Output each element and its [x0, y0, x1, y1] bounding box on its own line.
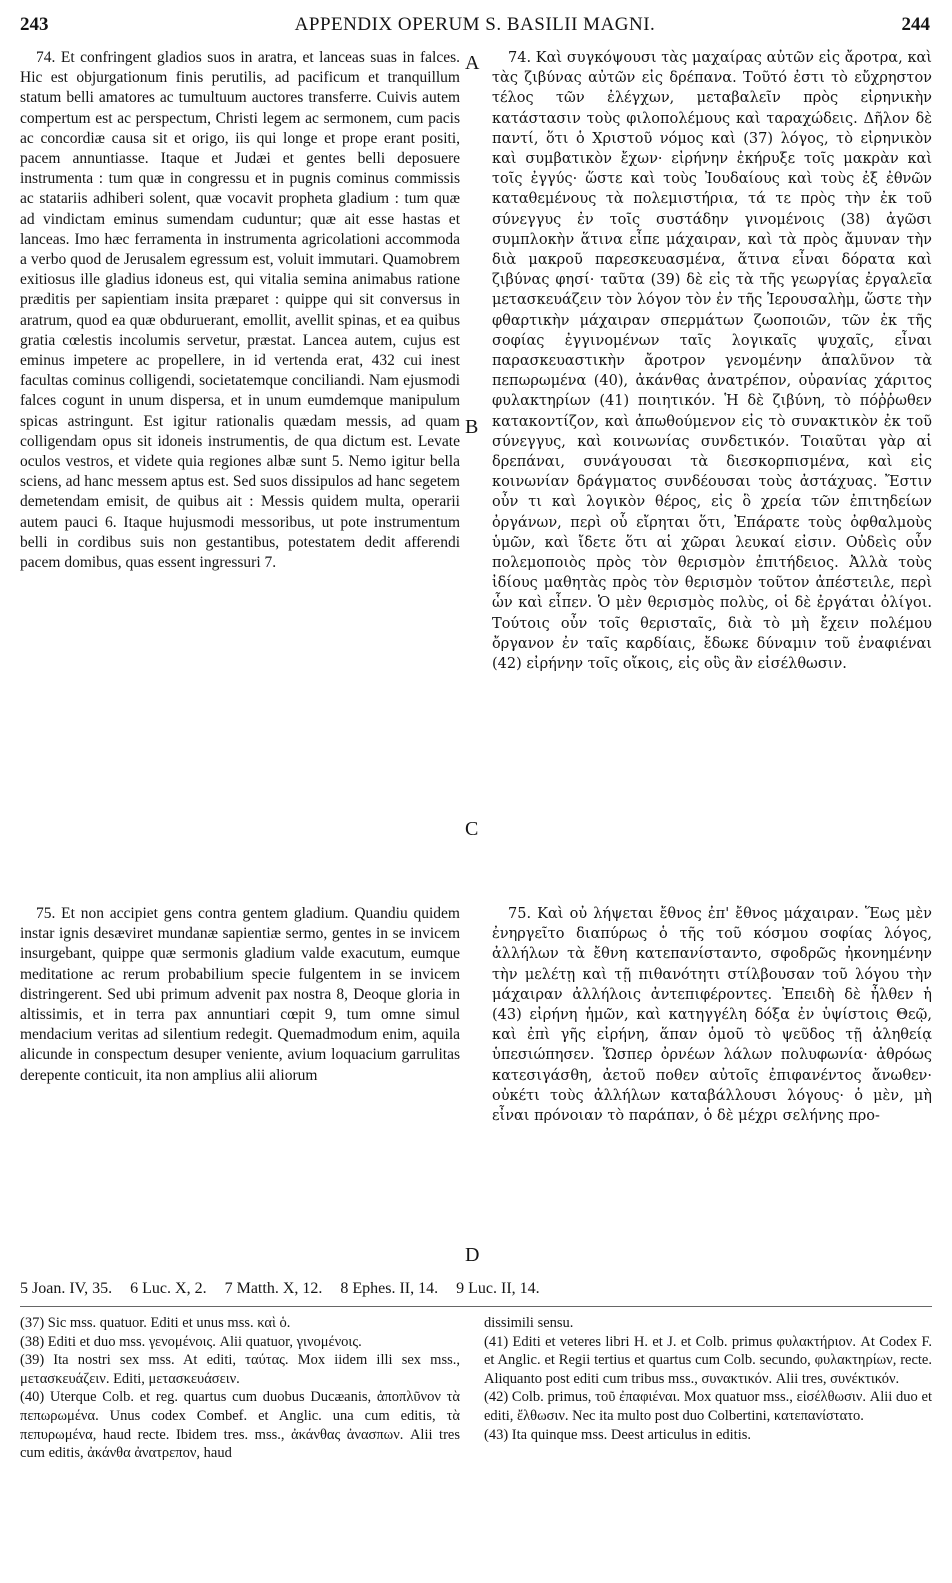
latin-column-section-74 [20, 48, 460, 573]
critical-notes-right [484, 1314, 932, 1444]
note-40: (40) Uterque Colb. et reg. quartus cum duobus Ducæanis, ἀποπλῦνον τὰ πεπωρωμένα. Unus codex Combef. et Anglic. una cum editis, τὰ πεπυρωμένα, haud recte. Ibidem tres. mss., ἀκάνθας ἀνασπων. Alii tres cum editis, ἀκάνθα ἀνατρεπον, haud [20, 1389, 460, 1462]
latin-paragraph-74: 74. Et confringent gladios suos in aratra, et lanceas suas in falces. Hic est objurgationum finis perutilis, ad pacificum et tranquillum statum belli amatores ac tumultuum auctores transferre. Cuivis autem compertum est ac perspectum, Christi legem ac sermonem, cum pacis ac concordiæ causa sit et origo, iis qui longe et prope erant positi, pacem annuntiasse. Itaque et Judæi et gentes belli deposuere instrumenta : tum quæ in congressu et in pugnis cominus commissis ac statariis adhiberi solent, quæ vocavit propheta gladium : tum quæ ad vindictam eminus sumendam cuduntur; quæ ait esse hastas et lanceas. Imo hæc ferramenta in instrumenta agricolationi accommoda a verbo quod de Jerusalem egressum est, voluit immutari. Quamobrem exitiosus ille gladius idoneus est, qui vitalia semina animabus ratione præditis per sapientiam insita præparet : quippe qui sit conversus in aratrum, quod ea quæ obduruerant, emollit, avellit spinas, et ea quibus gratia cœlestis incolumis servetur, præstat. Lancea autem, cujus est eminus impetere ac propellere, in id vertenda erat, 432 cui inest facultas cominus colligendi, societatemque conciliandi. Nam ejusmodi falces cogunt in unum dispersa, et in unum eumdemque manipulum spicas astringunt. Est igitur rationalis quædam messis, ad quam colligendam opus sit idoneis instrumentis, de qua dictum est. Levate oculos vestros, et videte quia regiones albæ sunt 5. Nemo igitur bella sciens, ad hanc messem aptus est. Sed suos dissipulos ad hanc segetem demetendam emisit, de quibus ait : Messis quidem multa, operarii autem pauci 6. Itaque hujusmodi messoribus, ut pote instrumentum belli in cordibus suis non gestantibus, potestatem dedit afferendi pacem domibus, quas essent ingressuri 7. [20, 49, 460, 572]
greek-column-section-75 [492, 904, 932, 1126]
greek-paragraph-74: 74. Καὶ συγκόψουσι τὰς μαχαίρας αὐτῶν εἰς ἄροτρα, καὶ τὰς ζιβύνας αὐτῶν εἰς δρέπανα. Τοῦτό ἐστι τὸ εὔχρηστον τέλος τῶν ἐλέγχων, μεταβαλεῖν πρὸς εἰρηνικὴν κατάστασιν τοὺς φιλοπολέμους καὶ ταραχώδεις. Δῆλον δὲ παντί, ὅτι ὁ Χριστοῦ νόμος καὶ (37) λόγος, τὸ εἰρηνικὸν καὶ συμβατικὸν ἔχων· εἰρήνην ἐκήρυξε τοῖς μακρὰν καὶ τοῖς ἐγγύς· ὥστε καὶ τοὺς Ἰουδαίους καὶ τοὺς ἐξ ἐθνῶν καταθεμένους τὰ πολεμιστήρια, τά τε πρὸς τὴν ἐκ τοῦ σύνεγγυς ἐν τοῖς συστάδην γινομένοις (38) ἀγῶσι συμπλοκὴν ἅτινα εἶπε μάχαιραν, καὶ τὰ πρὸς ἄμυναν τὴν διὰ μακροῦ παρεσκευασμένα, ἅτινα εἶναι δόρατα καὶ ζιβύνας φησί· ταῦτα (39) δὲ εἰς τὰ τῆς γεωργίας ἐργαλεῖα μετασκευάζειν τὸν λόγον τὸν ἐν τῆς Ἱερουσαλὴμ, ὥστε τὴν φθαρτικὴν μάχαιραν σπερμάτων ζωοποιῶν, τῶν ἐκ τῆς σοφίας ἐγγινομένων ταῖς λογικαῖς ψυχαῖς, εἶναι παρασκευαστικὴν ἄροτρον γενομένην ἁπαλῦνον τὰ πεπωρωμένα (40), ἀκάνθας ἀνατρέπον, οὐρανίας χάριτος φυλακτηρίων (41) ποιητικόν. Ἡ δὲ ζιβύνη, τὸ πόῤῥωθεν κατακοντίζον, καὶ ἀπωθούμενον εἰς τὸ συνακτικὸν ἐκ τοῦ σύνεγγυς, καὶ κοινωνίας συνδετικόν. Τοιαῦται γὰρ αἱ δρεπάναι, συνάγουσαι τὰ διεσκορπισμένα, καὶ εἰς κοινωνίαν δράγματος συνδέουσαι τοὺς ἀστάχυας. Ἔστιν οὖν τι καὶ λογικὸν θέρος, εἰς ὃ χρεία τῶν ἐπιτηδείων ὀργάνων, περὶ οὗ εἴρηται ὅτι, Ἐπάρατε τοὺς ὀφθαλμοὺς ὑμῶν, καὶ ἴδετε ὅτι αἱ χῶραι λευκαί εἰσιν. Οὐδεὶς οὖν πολεμοποιὸς πρὸς τὸν θερισμὸν ἐπιτήδειος. Ἀλλὰ τοὺς ἰδίους μαθητὰς πρὸς τὸν θερισμὸν τοῦτον ἀπέστειλε, περὶ ὧν καὶ εἶπεν. Ὁ μὲν θερισμὸς πολὺς, οἱ δὲ ἐργάται ὀλίγοι. Τούτοις οὖν τοῖς θερισταῖς, διὰ τὸ μὴ ἔχειν πολέμου ὄργανον ἐν ταῖς καρδίαις, ἔδωκε δύναμιν τοῦ ἐναφιέναι (42) εἰρήνην τοῖς οἴκοις, εἰς οὓς ἂν εἰσέλθωσιν. [492, 50, 932, 673]
latin-column-section-75 [20, 904, 460, 1086]
margin-marker-c: C [465, 818, 479, 840]
footnote-8: 8 Ephes. II, 14. [340, 1280, 439, 1297]
page-number-left: 243 [20, 14, 49, 35]
note-39: (39) Ita nostri sex mss. At editi, ταύτας. Mox iidem illi sex mss., μετασκευάζειν. Editi, μετασκευάσειν. [20, 1352, 460, 1387]
note-37: (37) Sic mss. quatuor. Editi et unus mss. καὶ ὁ. [20, 1315, 291, 1331]
scripture-footnotes [20, 1280, 932, 1298]
page-number-right: 244 [901, 14, 930, 35]
footnote-6: 6 Luc. X, 2. [130, 1280, 207, 1297]
footnote-9: 9 Luc. II, 14. [456, 1280, 540, 1297]
margin-marker-d: D [465, 1244, 480, 1266]
note-41: (41) Editi et veteres libri H. et J. et Colb. primus φυλακτήριον. At Codex F. et Anglic. et Regii tertius et quartus cum Colb. secundo, φυλακτηρίων, recte. Aliquanto post editi cum tribus mss., συνακτικόν. Alii tres, συνέκτικόν. [484, 1333, 932, 1387]
footnote-7: 7 Matth. X, 12. [224, 1280, 323, 1297]
greek-paragraph-75: 75. Καὶ οὐ λήψεται ἔθνος ἐπ' ἔθνος μάχαιραν. Ἕως μὲν ἐνηργεῖτο διαπύρως ὁ τῆς τοῦ κόσμου σοφίας λόγος, ἀλλήλων τὰ ἔθνη κατεπανίσταντο, σφοδρῶς ἠκονημένην τὴν μελέτῃ καὶ τῇ πιθανότητι στίλβουσαν τοῦ λόγου τὴν μάχαιραν ἀλλήλοις ἀντεπιφέροντες. Ἐπειδὴ δὲ ἦλθεν ἡ (43) εἰρήνη ἡμῶν, καὶ κατηγγέλη δόξα ἐν ὑψίστοις Θεῷ, καὶ ἐπὶ γῆς εἰρήνη, ἅπαν ὁμοῦ τὸ ψεῦδος τῇ ἀληθείᾳ ὑπεσιώπησεν. Ὥσπερ ὀρνέων λάλων πολυφωνία· ἀθρόως κατεσιγάσθη, ἀετοῦ ποθεν αὐτοῖς ἐπιφανέντος ἄνωθεν· οὐκέτι τοὺς ἀλλήλων καταβάλλουσι λόγους· ὁ μὲν, μὴ εἶναι πρόνοιαν τὸ παράπαν, ὁ δὲ μέχρι σελήνης προ- [492, 906, 932, 1125]
critical-notes-left [20, 1314, 460, 1463]
note-38: (38) Editi et duo mss. γενομένοις. Alii quatuor, γινομένοις. [20, 1333, 362, 1350]
margin-marker-b: B [465, 416, 479, 438]
margin-marker-a: A [465, 52, 480, 74]
footnote-divider [20, 1306, 932, 1307]
greek-column-section-74 [492, 48, 932, 674]
note-40-continued: dissimili sensu. [484, 1315, 574, 1331]
note-42: (42) Colb. primus, τοῦ ἐπαφιέναι. Mox quatuor mss., εἰσέλθωσιν. Alii duo et editi, ἔλθωσιν. Nec ita multo post duo Colbertini, κατεπανίστατο. [484, 1389, 932, 1424]
footnote-5: 5 Joan. IV, 35. [20, 1280, 113, 1297]
note-43: (43) Ita quinque mss. Deest articulus in editis. [484, 1426, 751, 1443]
page-title: APPENDIX OPERUM S. BASILII MAGNI. [294, 14, 656, 35]
latin-paragraph-75: 75. Et non accipiet gens contra gentem gladium. Quandiu quidem instar ignis desæviret mundanæ sapientiæ sermo, gentes in se invicem insurgebant, quippe quæ sermonis gladium valde exacutum, eumque meditatione ac rerum probabilium specie fulgentem in se invicem distringerent. Sed ubi primum advenit pax nostra 8, Deoque gloria in altissimis, et in terra pax annuntiari cœpit 9, tum omne simul mendacium veritas ad silentium redegit. Quemadmodum enim, aquila alicunde in conspectum desuper veniente, avium loquacium garrulitas derepente conticuit, ita non amplius alii aliorum [20, 905, 460, 1084]
running-header [20, 14, 930, 38]
